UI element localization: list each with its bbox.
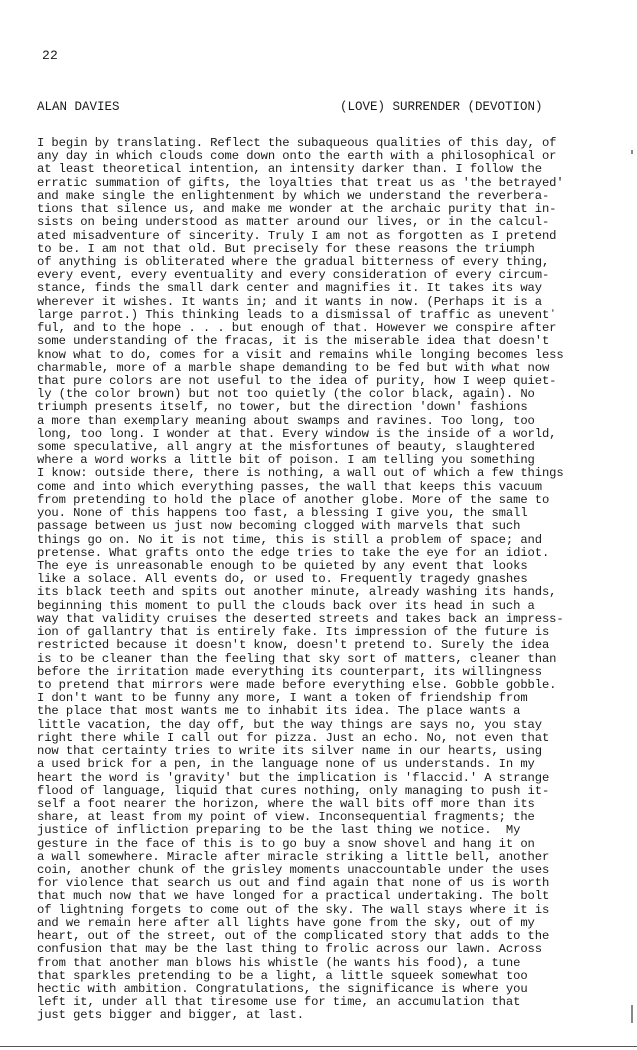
body-line: sists on being understood as matter around our lives, or in the calcul- [37,215,550,230]
body-line: from that another man blows his whistle (he wants his food), a tune [37,955,521,970]
body-line: and we remain here after all lights have gone from the sky, out of my [37,915,535,930]
body-line: that much now that we have longed for a practical undertaking. The bolt [37,889,550,904]
body-line: charmable, more of a marble shape demanding to be fed but with what now [37,360,550,375]
body-line: self a foot nearer the horizon, where the wall bits off more than its [37,796,535,811]
body-line: some understanding of the fracas, it is the miserable idea that doesn't [37,334,550,349]
body-line: long, too long. I wonder at that. Every window is the inside of a world, [37,426,557,441]
body-line: some speculative, all angry at the misfortunes of beauty, slaughtered [37,440,535,455]
body-line: that pure colors are not useful to the idea of purity, how I weep quiet- [37,373,557,388]
bottom-rule [0,1046,637,1047]
body-line: I don't want to be funny any more, I want a token of friendship from [37,691,528,706]
body-line: of lightning forgets to come out of the sky. The wall stays where it is [37,902,550,917]
author-name: ALAN DAVIES [37,100,120,114]
body-line: heart, out of the street, out of the complicated story that adds to the [37,929,550,944]
body-line: the place that most wants me to inhabit its idea. The place wants a [37,704,521,719]
body-line: justice of infliction preparing to be the last thing we notice. My [37,823,521,838]
body-line: to be. I am not that old. But precisely for these reasons the triumph [37,241,535,256]
body-line: every event, every eventuality and every consideration of every circum- [37,268,550,283]
body-line: right there while I call out for pizza. Just an echo. No, not even that [37,730,550,745]
body-line: to pretend that mirrors were made before everything else. Gobble gobble. [37,677,557,692]
body-line: ly (the color brown) but not too quietly (the color black, again). No [37,387,535,402]
body-line: coin, another chunk of the grisley moments unaccountable under the uses [37,863,550,878]
body-line: where a word works a little bit of poison. I am telling you something [37,453,535,468]
body-line: beginning this moment to pull the clouds back over its head in such a [37,598,535,613]
body-line: ion of gallantry that is entirely fake. Its impression of the future is [37,625,550,640]
body-line: come and into which everything passes, the wall that keeps this vacuum [37,479,542,494]
body-line: a wall somewhere. Miracle after miracle striking a little bell, another [37,849,550,864]
body-line: its black teeth and spits out another minute, already washing its hands, [37,585,557,600]
body-line: confusion that may be the last thing to frolic across our lawn. Across [37,942,542,957]
body-line: triumph presents itself, no tower, but the direction 'down' fashions [37,400,528,415]
body-line: things go on. No it is not time, this is still a problem of space; and [37,532,542,547]
body-line: hectic with ambition. Congratulations, the significance is where you [37,982,528,996]
body-line: before the irritation made everything its counterpart, its willingness [37,664,542,679]
body-line: wherever it wishes. It wants in; and it wants in now. (Perhaps it is a [37,294,542,309]
body-line: from pretending to hold the place of another globe. More of the same to [37,492,550,507]
body-line: you. None of this happens too fast, a blessing I give you, the small [37,506,528,521]
body-line: know what to do, comes for a visit and remains while longing becomes less [37,347,564,362]
body-line: ful, and to the hope . . . but enough of that. However we conspire after [37,321,557,336]
body-line: just gets bigger and bigger, at last. [37,1008,304,1023]
body-line: The eye is unreasonable enough to be quieted by any event that looks [37,559,528,573]
body-line: large parrot.) This thinking leads to a dismissal of traffic as uneventʼ [37,307,557,322]
body-text [37,137,633,1023]
page-number: 22 [42,48,59,63]
body-line: at least theoretical intention, an intensity darker than. I follow the [37,162,542,177]
body-line: ated misadventure of sincerity. Truly I am not as forgotten as I pretend [37,228,557,243]
body-line: I begin by translating. Reflect the subaqueous qualities of this day, of [37,136,557,150]
body-line: and make single the enlightenment by which we understand the reverbera- [37,188,550,203]
body-line: I know: outside there, there is nothing, a wall out of which a few things [37,466,564,481]
body-line: share, at least from my point of view. Inconsequential fragments; the [37,810,535,825]
body-line: flood of language, liquid that cures nothing, only managing to push it- [37,783,550,798]
body-line: like a solace. All events do, or used to. Frequently tragedy gnashes [37,572,528,587]
body-line: a more than exemplary meaning about swamps and ravines. Too long, too [37,413,535,428]
body-line: pretense. What grafts onto the edge tries to take the eye for an idiot. [37,545,550,560]
body-line: is to be cleaner than the feeling that sky sort of matters, cleaner than [37,651,557,666]
body-line: erratic summation of gifts, the loyalties that treat us as 'the betrayed' [37,175,564,190]
body-line: left it, under all that tiresome use for time, an accumulation that [37,995,521,1010]
body-line: way that validity cruises the deserted streets and takes back an impress- [37,611,564,626]
edge-mark [631,150,633,154]
body-line: any day in which clouds come down onto the earth with a philosophical or [37,149,557,164]
body-line: little vacation, the day off, but the way things are says no, you stay [37,717,542,732]
body-line: tions that silence us, and make me wonder at the archaic purity that in- [37,202,557,217]
edge-mark [631,1005,633,1023]
body-line: for violence that search us out and find again that none of us is worth [37,876,550,891]
body-line: a used brick for a pen, in the language none of us understands. In my [37,757,535,772]
body-line: stance, finds the small dark center and magnifies it. It takes its way [37,281,542,296]
poem-title: (LOVE) SURRENDER (DEVOTION) [340,100,543,114]
body-line: now that certainty tries to write its silver name in our hearts, using [37,744,542,759]
body-line: heart the word is 'gravity' but the implication is 'flaccid.' A strange [37,770,550,785]
body-line: that sparkles pretending to be a light, a little squeek somewhat too [37,968,528,983]
body-line: gesture in the face of this is to go buy a snow shovel and hang it on [37,836,535,851]
body-line: of anything is obliterated where the gradual bitterness of every thing, [37,254,550,269]
body-line: passage between us just now becoming clogged with marvels that such [37,519,521,534]
body-line: restricted because it doesn't know, doesn't pretend to. Surely the idea [37,638,550,653]
